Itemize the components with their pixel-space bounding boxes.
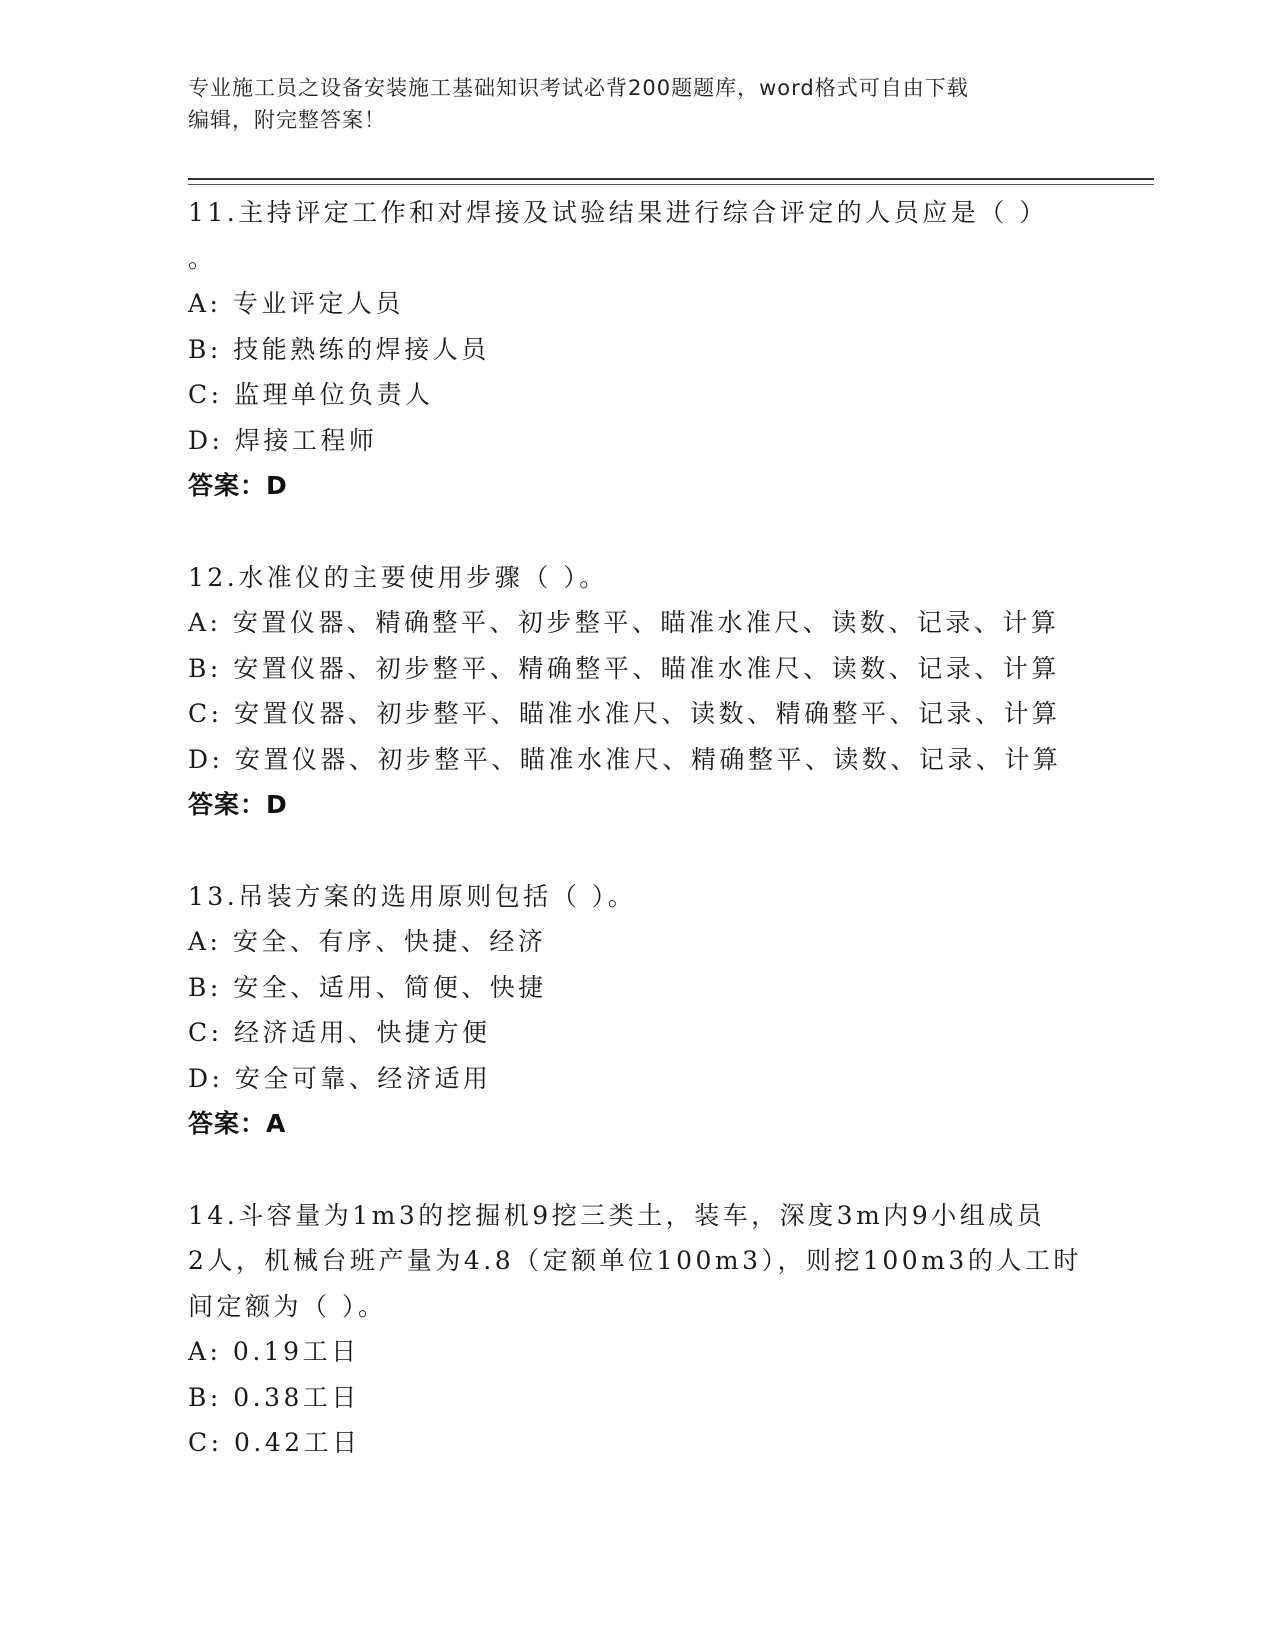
answer-label: 答案：D [188, 790, 288, 819]
option-a: A: 0.19工日 [188, 1337, 360, 1366]
option-c: C: 监理单位负责人 [188, 380, 434, 409]
header-divider-thin [188, 184, 1154, 185]
question-stem: 间定额为（ ）。 [188, 1291, 387, 1321]
option-d: D: 焊接工程师 [188, 425, 378, 455]
option-a: A: 安置仪器、精确整平、初步整平、瞄准水准尺、读数、记录、计算 [188, 608, 1060, 637]
question-stem: 2人，机械台班产量为4.8（定额单位100m3），则挖100m3的人工时 [188, 1246, 1082, 1275]
option-c: C: 0.42工日 [188, 1428, 361, 1457]
option-b: B: 安全、适用、简便、快捷 [188, 972, 547, 1002]
option-a: A: 专业评定人员 [188, 289, 404, 318]
answer-label: 答案：A [188, 1109, 287, 1138]
question-12 [188, 555, 1088, 828]
header-line-2: 编辑，附完整答案！ [188, 108, 386, 132]
document-header [188, 72, 1068, 136]
option-c: C: 安置仪器、初步整平、瞄准水准尺、读数、精确整平、记录、计算 [188, 699, 1061, 728]
option-b: B: 0.38工日 [188, 1382, 360, 1412]
option-b: B: 安置仪器、初步整平、精确整平、瞄准水准尺、读数、记录、计算 [188, 653, 1060, 683]
question-14 [188, 1193, 1088, 1466]
option-c: C: 经济适用、快捷方便 [188, 1018, 491, 1047]
option-d: D: 安全可靠、经济适用 [188, 1063, 492, 1093]
answer-label: 答案：D [188, 471, 288, 500]
question-list [188, 190, 1088, 1466]
spacer [188, 828, 1088, 874]
spacer [188, 509, 1088, 555]
question-stem: 11.主持评定工作和对焊接及试验结果进行综合评定的人员应是（ ） [188, 198, 1048, 227]
question-13 [188, 874, 1088, 1147]
question-stem: 。 [188, 243, 217, 273]
question-11 [188, 190, 1088, 509]
header-divider-thick [188, 178, 1154, 180]
header-line-1: 专业施工员之设备安装施工基础知识考试必背200题题库，word格式可自由下载 [188, 76, 969, 100]
question-stem: 13.吊装方案的选用原则包括（ ）。 [188, 881, 637, 911]
question-stem: 12.水准仪的主要使用步骤（ ）。 [188, 562, 608, 592]
option-b: B: 技能熟练的焊接人员 [188, 334, 490, 364]
question-stem: 14.斗容量为1m3的挖掘机9挖三类土，装车，深度3m内9小组成员 [188, 1200, 1046, 1230]
option-a: A: 安全、有序、快捷、经济 [188, 927, 547, 956]
option-d: D: 安置仪器、初步整平、瞄准水准尺、精确整平、读数、记录、计算 [188, 744, 1062, 774]
spacer [188, 1147, 1088, 1193]
